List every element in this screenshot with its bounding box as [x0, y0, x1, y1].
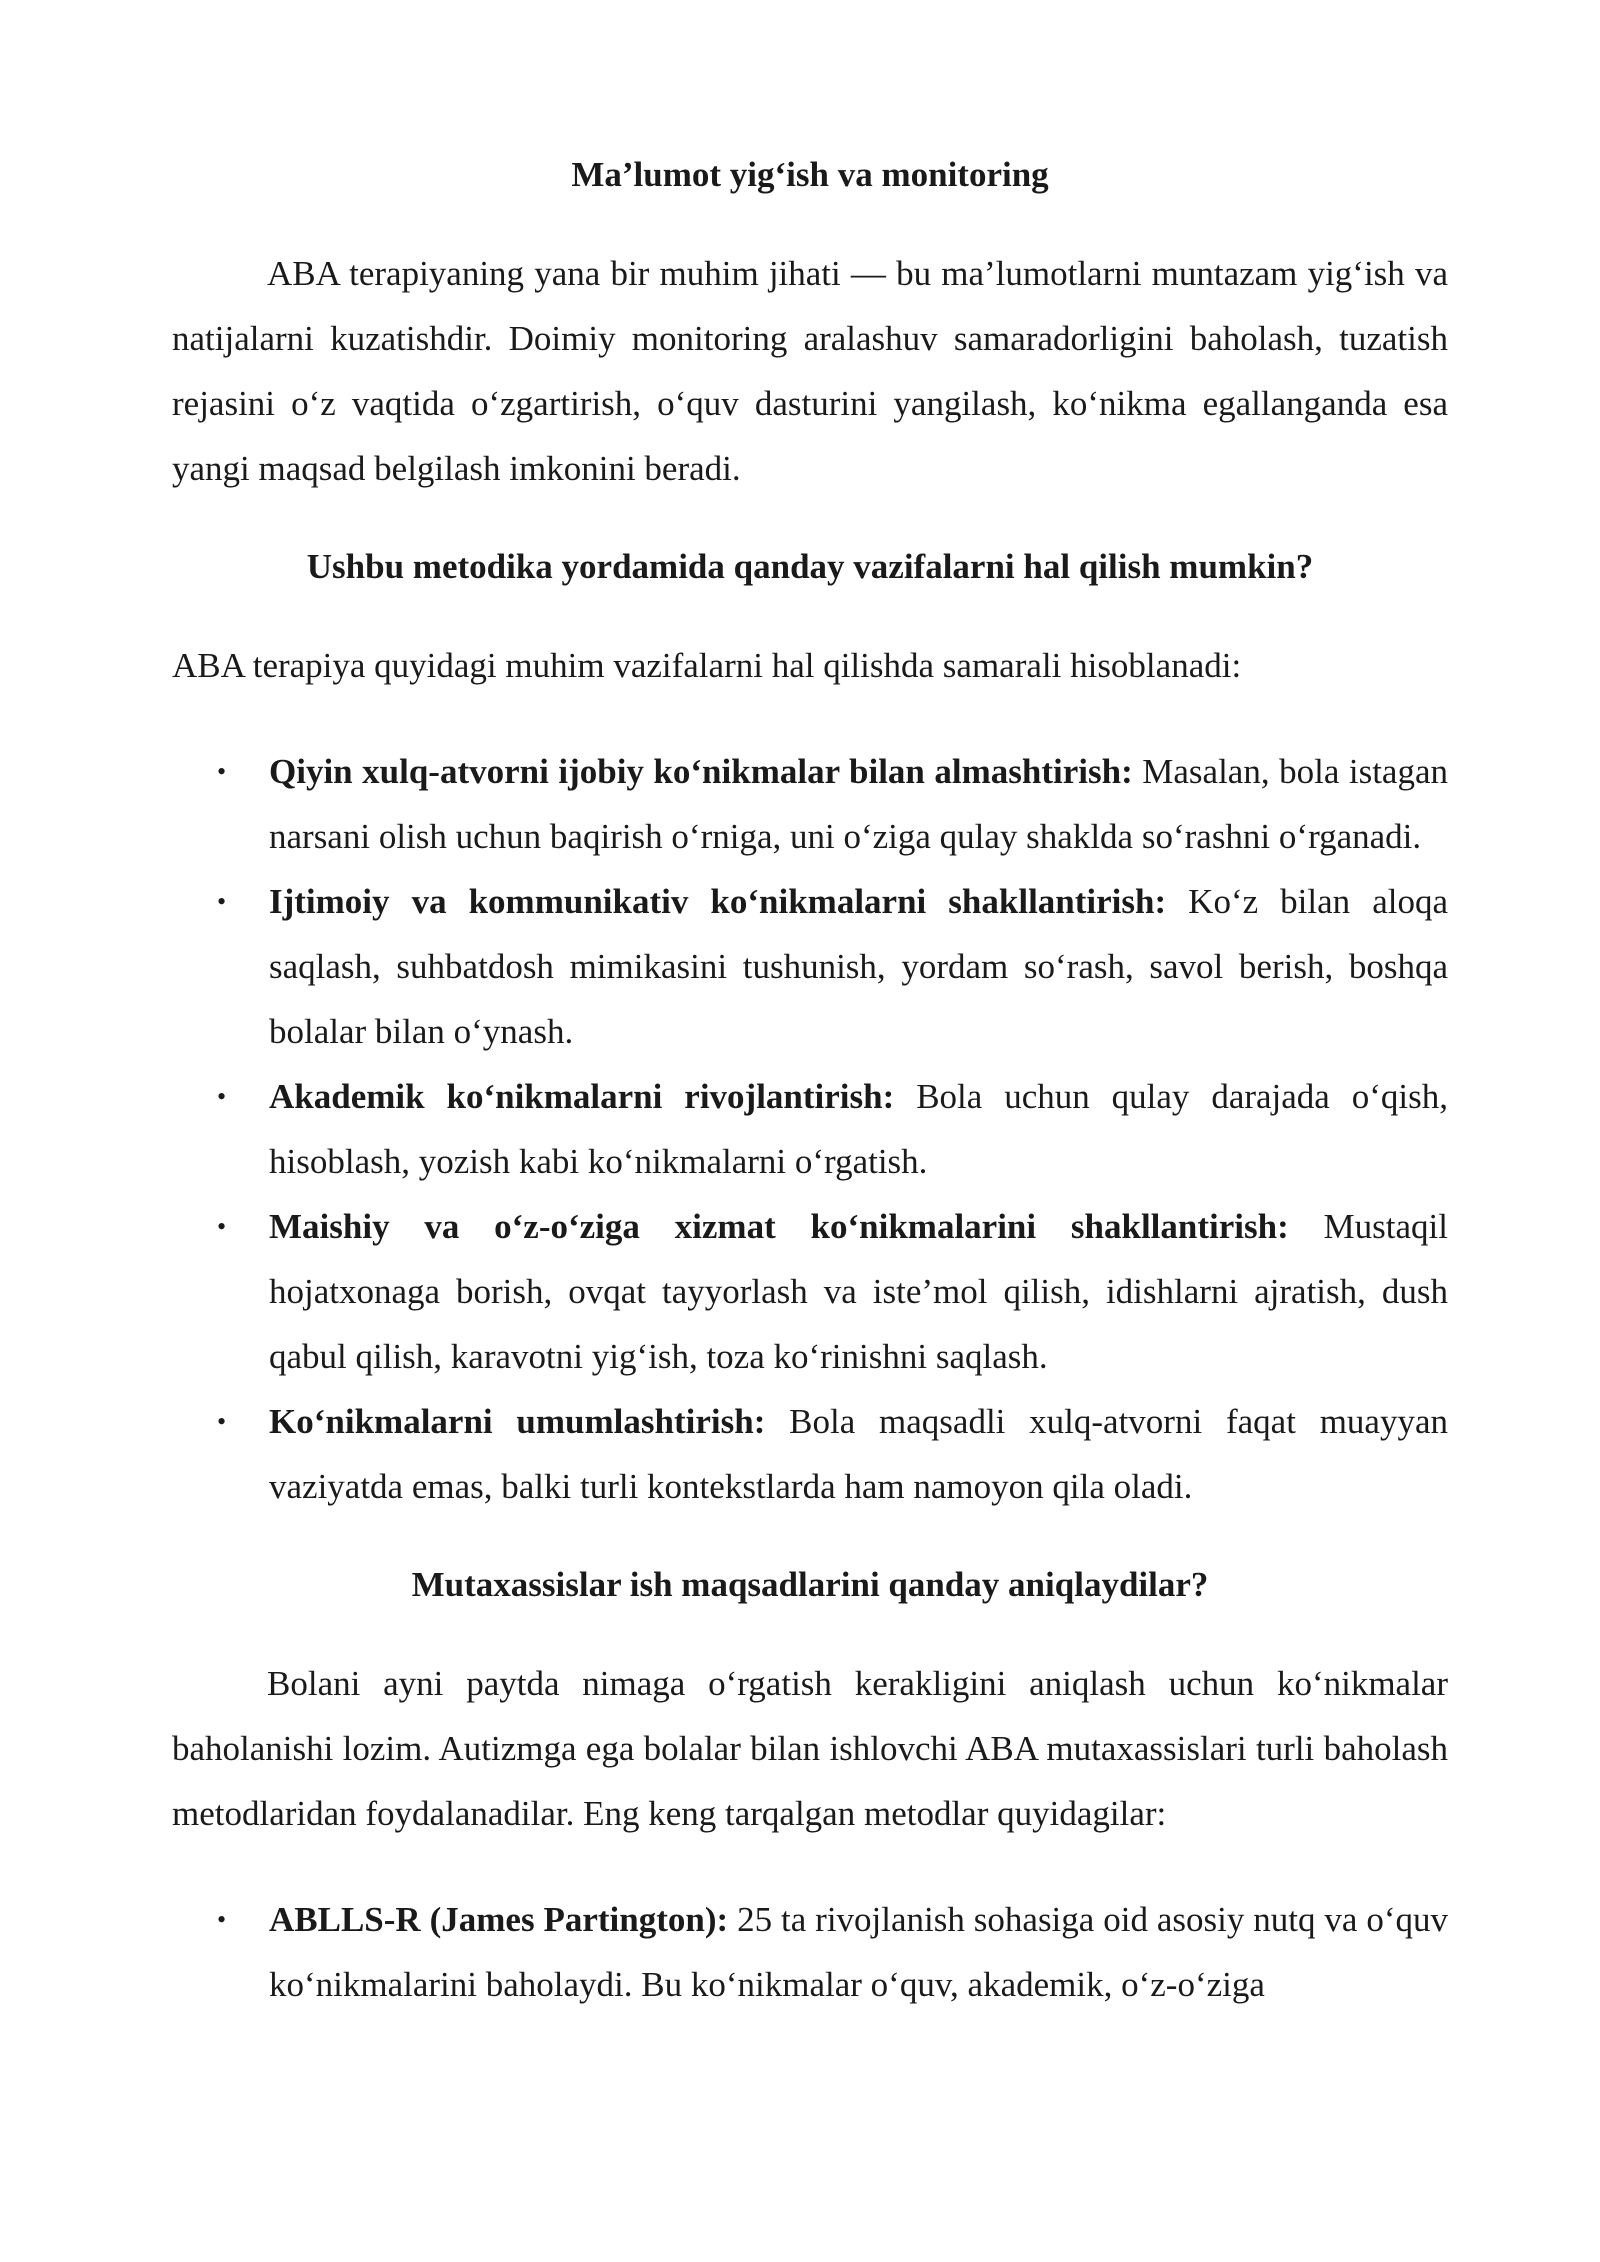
list-item — [172, 739, 1448, 869]
tasks-bullet-list — [172, 739, 1448, 1519]
bullet-icon: • — [217, 887, 227, 916]
goals-paragraph: Bolani ayni paytda nimaga o‘rgatish kerakligini aniqlash uchun ko‘nikmalar baholanishi lozim. Autizmga ega bolalar bilan ishlovchi ABA mutaxassislari turli baholash metodlaridan foydalanadilar. Eng keng tarqalgan metodlar quyidagilar: — [172, 1664, 1448, 1833]
list-item-text: 25 ta rivojlanish sohasiga oid asosiy nutq va o‘quv ko‘nikmalarini baholaydi. Bu ko‘nikmalar o‘quv, akademik, o‘z-o‘ziga — [269, 1900, 1448, 2004]
list-item — [172, 1064, 1448, 1194]
list-item-label: ABLLS-R (James Partington): — [269, 1900, 729, 1939]
bullet-icon: • — [217, 1212, 227, 1241]
list-item — [172, 1194, 1448, 1389]
list-item-label: Ko‘nikmalarni umumlashtirish: — [269, 1402, 766, 1441]
methods-bullet-list — [172, 1887, 1448, 2017]
bullet-icon: • — [217, 1407, 227, 1436]
section-heading-goals: Mutaxassislar ish maqsadlarini qanday aniqlaydilar? — [411, 1565, 1209, 1604]
bullet-icon: • — [217, 757, 227, 786]
section-heading-tasks: Ushbu metodika yordamida qanday vazifalarni hal qilish mumkin? — [306, 547, 1314, 586]
list-item-label: Qiyin xulq-atvorni ijobiy ko‘nikmalar bilan almashtirish: — [269, 752, 1133, 791]
list-item-text: Bola maqsadli xulq-atvorni faqat muayyan vaziyatda emas, balki turli kontekstlarda ham namoyon qila oladi. — [269, 1402, 1448, 1506]
document-title: Ma’lumot yig‘ish va monitoring — [571, 155, 1049, 194]
list-item-text: Mustaqil hojatxonaga borish, ovqat tayyorlash va iste’mol qilish, idishlarni ajratish, dush qabul qilish, karavotni yig‘ish, toza ko‘rinishni saqlash. — [269, 1207, 1448, 1376]
list-item-label: Akademik ko‘nikmalarni rivojlantirish: — [269, 1077, 895, 1116]
document-page — [172, 150, 1448, 2017]
list-item — [172, 869, 1448, 1064]
intro-paragraph: ABA terapiyaning yana bir muhim jihati — bu ma’lumotlarni muntazam yig‘ish va natijalarni kuzatishdir. Doimiy monitoring aralashuv samaradorligini baholash, tuzatish rejasini o‘z vaqtida o‘zgartirish, o‘quv dasturini yangilash, ko‘nikma egallanganda esa yangi maqsad belgilash imkonini beradi. — [172, 254, 1448, 488]
list-item-text: Masalan, bola istagan narsani olish uchun baqirish o‘rniga, uni o‘ziga qulay shaklda so‘rashni o‘rganadi. — [269, 752, 1449, 856]
tasks-lead-paragraph: ABA terapiya quyidagi muhim vazifalarni hal qilishda samarali hisoblanadi: — [172, 646, 1242, 685]
list-item-label: Ijtimoiy va kommunikativ ko‘nikmalarni shakllantirish: — [269, 882, 1167, 921]
list-item-text: Ko‘z bilan aloqa saqlash, suhbatdosh mimikasini tushunish, yordam so‘rash, savol berish, boshqa bolalar bilan o‘ynash. — [269, 882, 1448, 1051]
list-item-label: Maishiy va o‘z-o‘ziga xizmat ko‘nikmalarini shakllantirish: — [269, 1207, 1289, 1246]
list-item-text: Bola uchun qulay darajada o‘qish, hisoblash, yozish kabi ko‘nikmalarni o‘rgatish. — [269, 1077, 1448, 1181]
list-item — [172, 1887, 1448, 2017]
list-item — [172, 1389, 1448, 1519]
bullet-icon: • — [217, 1905, 227, 1934]
bullet-icon: • — [217, 1082, 227, 1111]
